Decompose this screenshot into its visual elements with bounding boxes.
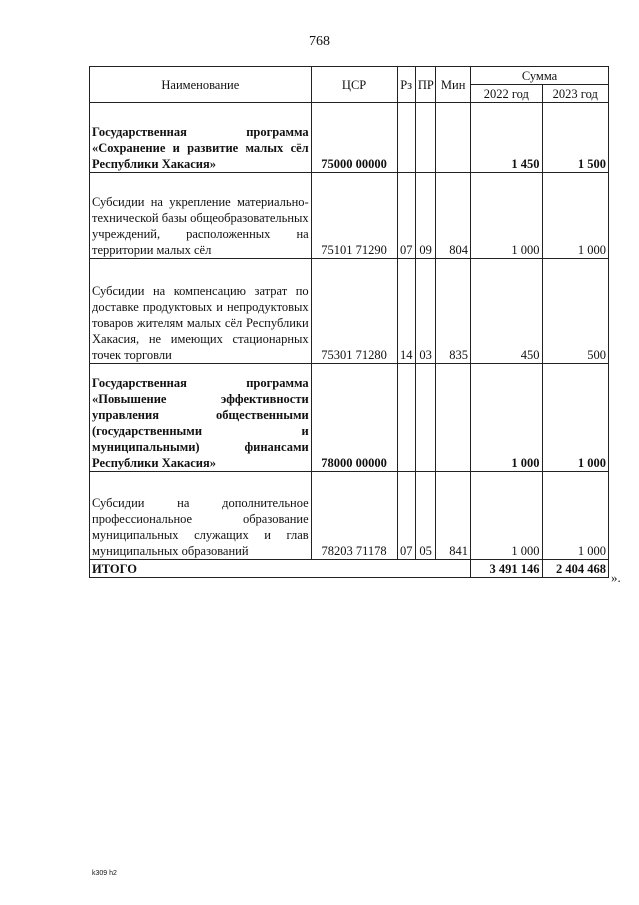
row-rz — [397, 103, 415, 173]
row-name: Субсидии на компенсацию затрат по доставке продуктовых и непродуктовых товаров жителям малых сёл Республики Хакасия, не имеющих стационарных точек торговли — [90, 259, 312, 364]
total-row — [90, 560, 609, 578]
row-sum-2023: 1 500 — [542, 103, 608, 173]
row-min — [436, 364, 471, 472]
row-pr — [415, 103, 435, 173]
total-sum-2023: 2 404 468 — [542, 560, 608, 578]
row-rz — [397, 364, 415, 472]
table-row — [90, 472, 609, 560]
row-sum-2022: 1 000 — [471, 472, 543, 560]
row-name: Субсидии на дополнительное профессиональное образование муниципальных служащих и глав муниципальных образований — [90, 472, 312, 560]
row-sum-2023: 500 — [542, 259, 608, 364]
table-row — [90, 103, 609, 173]
table-row — [90, 173, 609, 259]
row-csr: 75000 00000 — [311, 103, 397, 173]
header-rz: Рз — [397, 67, 415, 103]
row-csr: 75301 71280 — [311, 259, 397, 364]
row-sum-2022: 450 — [471, 259, 543, 364]
row-min — [436, 103, 471, 173]
row-pr: 03 — [415, 259, 435, 364]
row-pr: 09 — [415, 173, 435, 259]
row-min: 835 — [436, 259, 471, 364]
row-pr: 05 — [415, 472, 435, 560]
header-csr: ЦСР — [311, 67, 397, 103]
row-rz: 07 — [397, 472, 415, 560]
table-row — [90, 259, 609, 364]
header-year-2022: 2022 год — [471, 85, 543, 103]
row-sum-2023: 1 000 — [542, 173, 608, 259]
row-csr: 78000 00000 — [311, 364, 397, 472]
header-pr: ПР — [415, 67, 435, 103]
row-min: 804 — [436, 173, 471, 259]
row-pr — [415, 364, 435, 472]
total-label: ИТОГО — [90, 560, 471, 578]
footer-code: k309 h2 — [92, 870, 117, 877]
row-sum-2023: 1 000 — [542, 472, 608, 560]
row-rz: 07 — [397, 173, 415, 259]
table-row — [90, 364, 609, 472]
header-name: Наименование — [90, 67, 312, 103]
header-min: Мин — [436, 67, 471, 103]
row-sum-2023: 1 000 — [542, 364, 608, 472]
row-name: Государственная программа «Повышение эффективности управления общественными (государственными и муниципальными) финансами Республики Хакасия» — [90, 364, 312, 472]
budget-table — [89, 66, 609, 578]
header-year-2023: 2023 год — [542, 85, 608, 103]
page-number: 768 — [309, 34, 330, 49]
row-name: Субсидии на укрепление материально-технической базы общеобразовательных учреждений, расположенных на территории малых сёл — [90, 173, 312, 259]
row-csr: 78203 71178 — [311, 472, 397, 560]
row-sum-2022: 1 000 — [471, 364, 543, 472]
row-rz: 14 — [397, 259, 415, 364]
row-csr: 75101 71290 — [311, 173, 397, 259]
closing-quote-mark: ». — [611, 570, 621, 585]
header-sum: Сумма — [471, 67, 609, 85]
row-name: Государственная программа «Сохранение и развитие малых сёл Республики Хакасия» — [90, 103, 312, 173]
total-sum-2022: 3 491 146 — [471, 560, 543, 578]
row-sum-2022: 1 450 — [471, 103, 543, 173]
row-min: 841 — [436, 472, 471, 560]
row-sum-2022: 1 000 — [471, 173, 543, 259]
